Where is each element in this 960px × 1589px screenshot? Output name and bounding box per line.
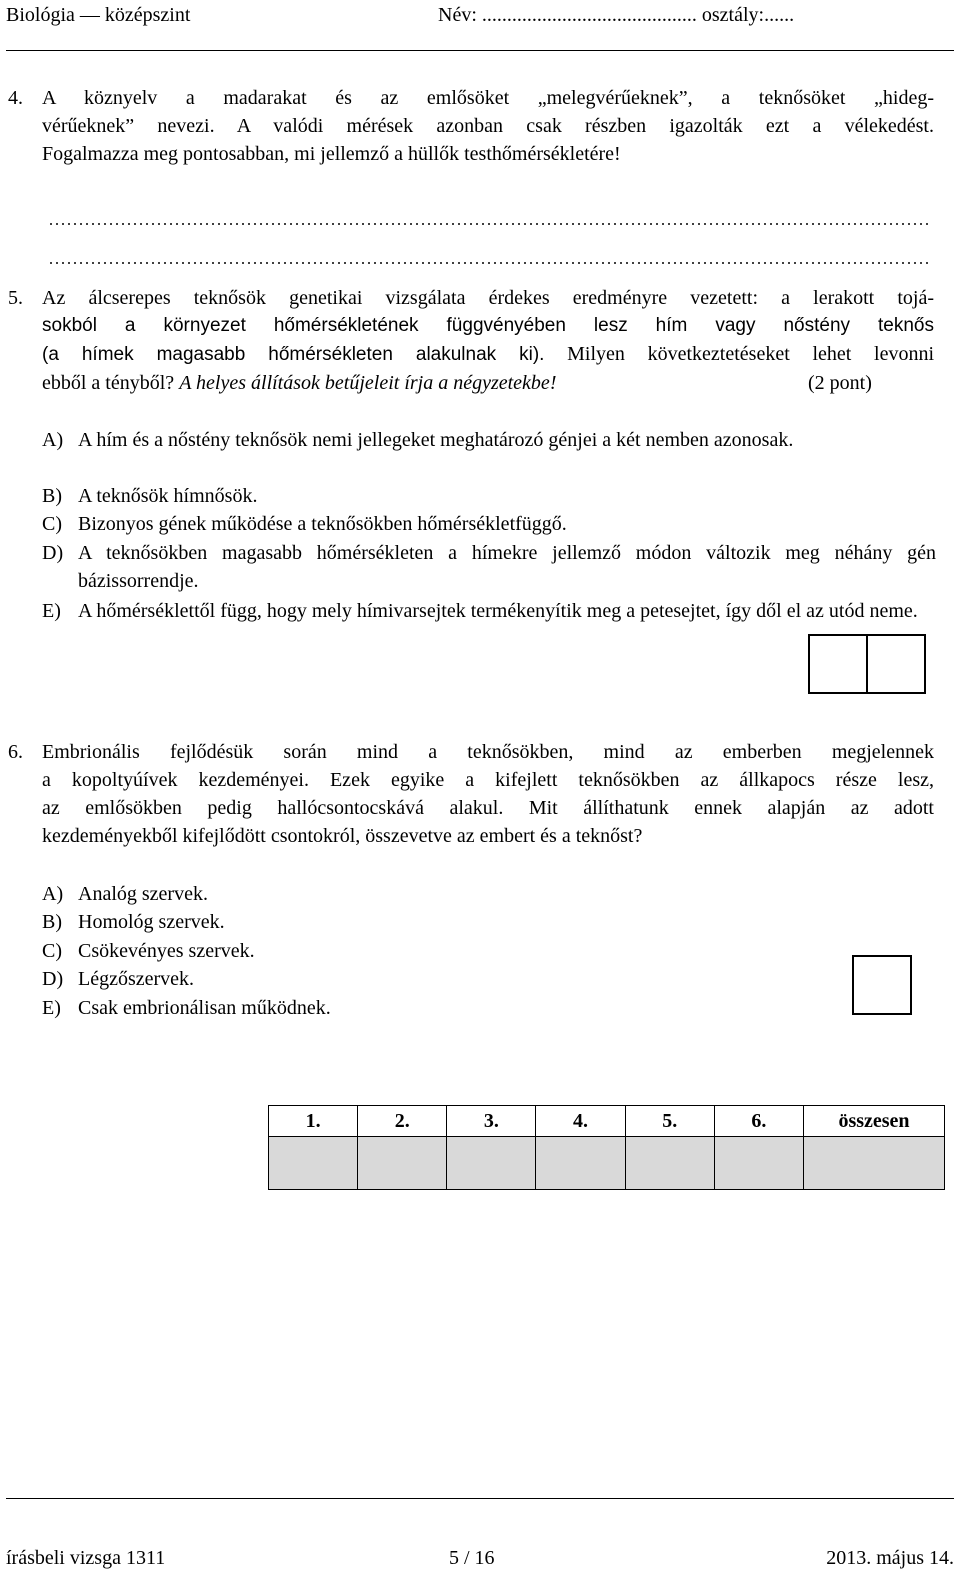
option-text: A hőmérséklettől függ, hogy mely hímivarsejtek termékenyítik meg a petesejtet, így dől el az utód neme. [78, 600, 918, 622]
text-line: kezdeményekből kifejlődött csontokról, összevetve az embert és a teknőst? [42, 825, 643, 847]
score-cell [625, 1137, 714, 1190]
option-letter: B) [42, 485, 62, 507]
instruction-text: A helyes állítások betűjeleit írja a négyzetekbe! [179, 372, 557, 394]
text-part: ebből a tényből? [42, 372, 175, 394]
page-number: 5 / 16 [449, 1547, 495, 1569]
score-header-2: 2. [358, 1106, 447, 1137]
text-line: sokból a környezet hőmérsékletének függvényében lesz hím vagy nőstény teknős [42, 315, 934, 336]
answer-box-q6[interactable] [852, 955, 912, 1015]
instruction-line [42, 369, 934, 397]
score-cell [536, 1137, 625, 1190]
score-cell [714, 1137, 803, 1190]
option-letter: A) [42, 429, 64, 451]
question-text [42, 84, 934, 168]
score-table-value-row [269, 1137, 945, 1190]
option-e [42, 994, 936, 1022]
score-header-5: 5. [625, 1106, 714, 1137]
subject-label: Biológia — középszint [6, 4, 191, 26]
answer-box-q5[interactable] [808, 634, 926, 694]
exam-date: 2013. május 14. [826, 1547, 954, 1569]
score-cell [358, 1137, 447, 1190]
score-header-3: 3. [447, 1106, 536, 1137]
option-letter: E) [42, 600, 61, 622]
page-footer [6, 1498, 954, 1589]
option-letter: D) [42, 542, 64, 564]
text-line: az emlősökben pedig hallócsontocskává alakul. Mit állíthatunk ennek alapján az adott [42, 797, 934, 819]
score-header-total: összesen [804, 1106, 945, 1137]
score-table [268, 1105, 945, 1190]
text-line: a kopoltyúívek kezdeményei. Ezek egyike a kifejlett teknősökben az állkapocs része lesz, [42, 769, 934, 791]
name-class-field: Név: ........................................... osztály:...... [438, 4, 795, 26]
text-line: vérűeknek” nevezi. A valódi mérések azonban csak részben igazolták ezt a vélekedést. [42, 115, 934, 137]
score-header-4: 4. [536, 1106, 625, 1137]
question-number: 4. [8, 87, 23, 109]
option-letter: B) [42, 911, 62, 933]
option-text: A teknősökben magasabb hőmérsékleten a hímekre jellemző módon változik meg néhány gén bázissorrendje. [78, 542, 936, 592]
score-header-1: 1. [269, 1106, 358, 1137]
exam-code: írásbeli vizsga 1311 [6, 1547, 166, 1569]
option-text: Csak embrionálisan működnek. [78, 997, 331, 1019]
score-cell-total [804, 1137, 945, 1190]
question-number: 6. [8, 741, 23, 763]
points-label: (2 pont) [808, 372, 872, 394]
page-header [6, 0, 954, 51]
text-sans-part: (a hímek magasabb hőmérsékleten alakulnak ki). [42, 344, 545, 365]
option-letter: C) [42, 940, 62, 962]
answer-line[interactable] [48, 262, 928, 264]
option-text: Légzőszervek. [78, 968, 195, 990]
option-text: Homológ szervek. [78, 911, 225, 933]
option-e [42, 597, 936, 625]
option-letter: C) [42, 513, 62, 535]
option-text: A hím és a nőstény teknősök nemi jellegeket meghatározó génjei a két nemben azonosak. [78, 429, 794, 451]
question-text [42, 738, 934, 850]
text-line: Az álcserepes teknősök genetikai vizsgálata érdekes eredményre vezetett: a lerakott tojá- [42, 287, 934, 309]
option-d [42, 965, 936, 993]
option-c [42, 937, 936, 965]
text-line: A köznyelv a madarakat és az emlősöket „melegvérűeknek”, a teknősöket „hideg- [42, 87, 934, 109]
option-b [42, 482, 936, 510]
option-text: Bizonyos gének működése a teknősökben hőmérsékletfüggő. [78, 513, 567, 535]
score-header-6: 6. [714, 1106, 803, 1137]
option-b [42, 908, 936, 936]
question-text [42, 284, 934, 397]
question-number: 5. [8, 287, 23, 309]
option-text: A teknősök hímnősök. [78, 485, 258, 507]
text-line: (a hímek magasabb hőmérsékleten alakulnak ki). Milyen következtetéseket lehet levonni [42, 343, 935, 365]
score-cell [269, 1137, 358, 1190]
score-cell [447, 1137, 536, 1190]
option-text: Analóg szervek. [78, 883, 208, 905]
score-table-header-row [269, 1106, 945, 1137]
option-text: Csökevényes szervek. [78, 940, 255, 962]
option-a [42, 880, 936, 908]
option-a [42, 426, 936, 454]
text-line: Fogalmazza meg pontosabban, mi jellemző a hüllők testhőmérsékletére! [42, 143, 621, 165]
option-letter: E) [42, 997, 61, 1019]
text-line: Embrionális fejlődésük során mind a teknősökben, mind az emberben megjelennek [42, 741, 934, 763]
option-d [42, 539, 936, 595]
option-letter: D) [42, 968, 64, 990]
option-c [42, 510, 936, 538]
answer-line[interactable] [48, 223, 928, 225]
option-letter: A) [42, 883, 64, 905]
